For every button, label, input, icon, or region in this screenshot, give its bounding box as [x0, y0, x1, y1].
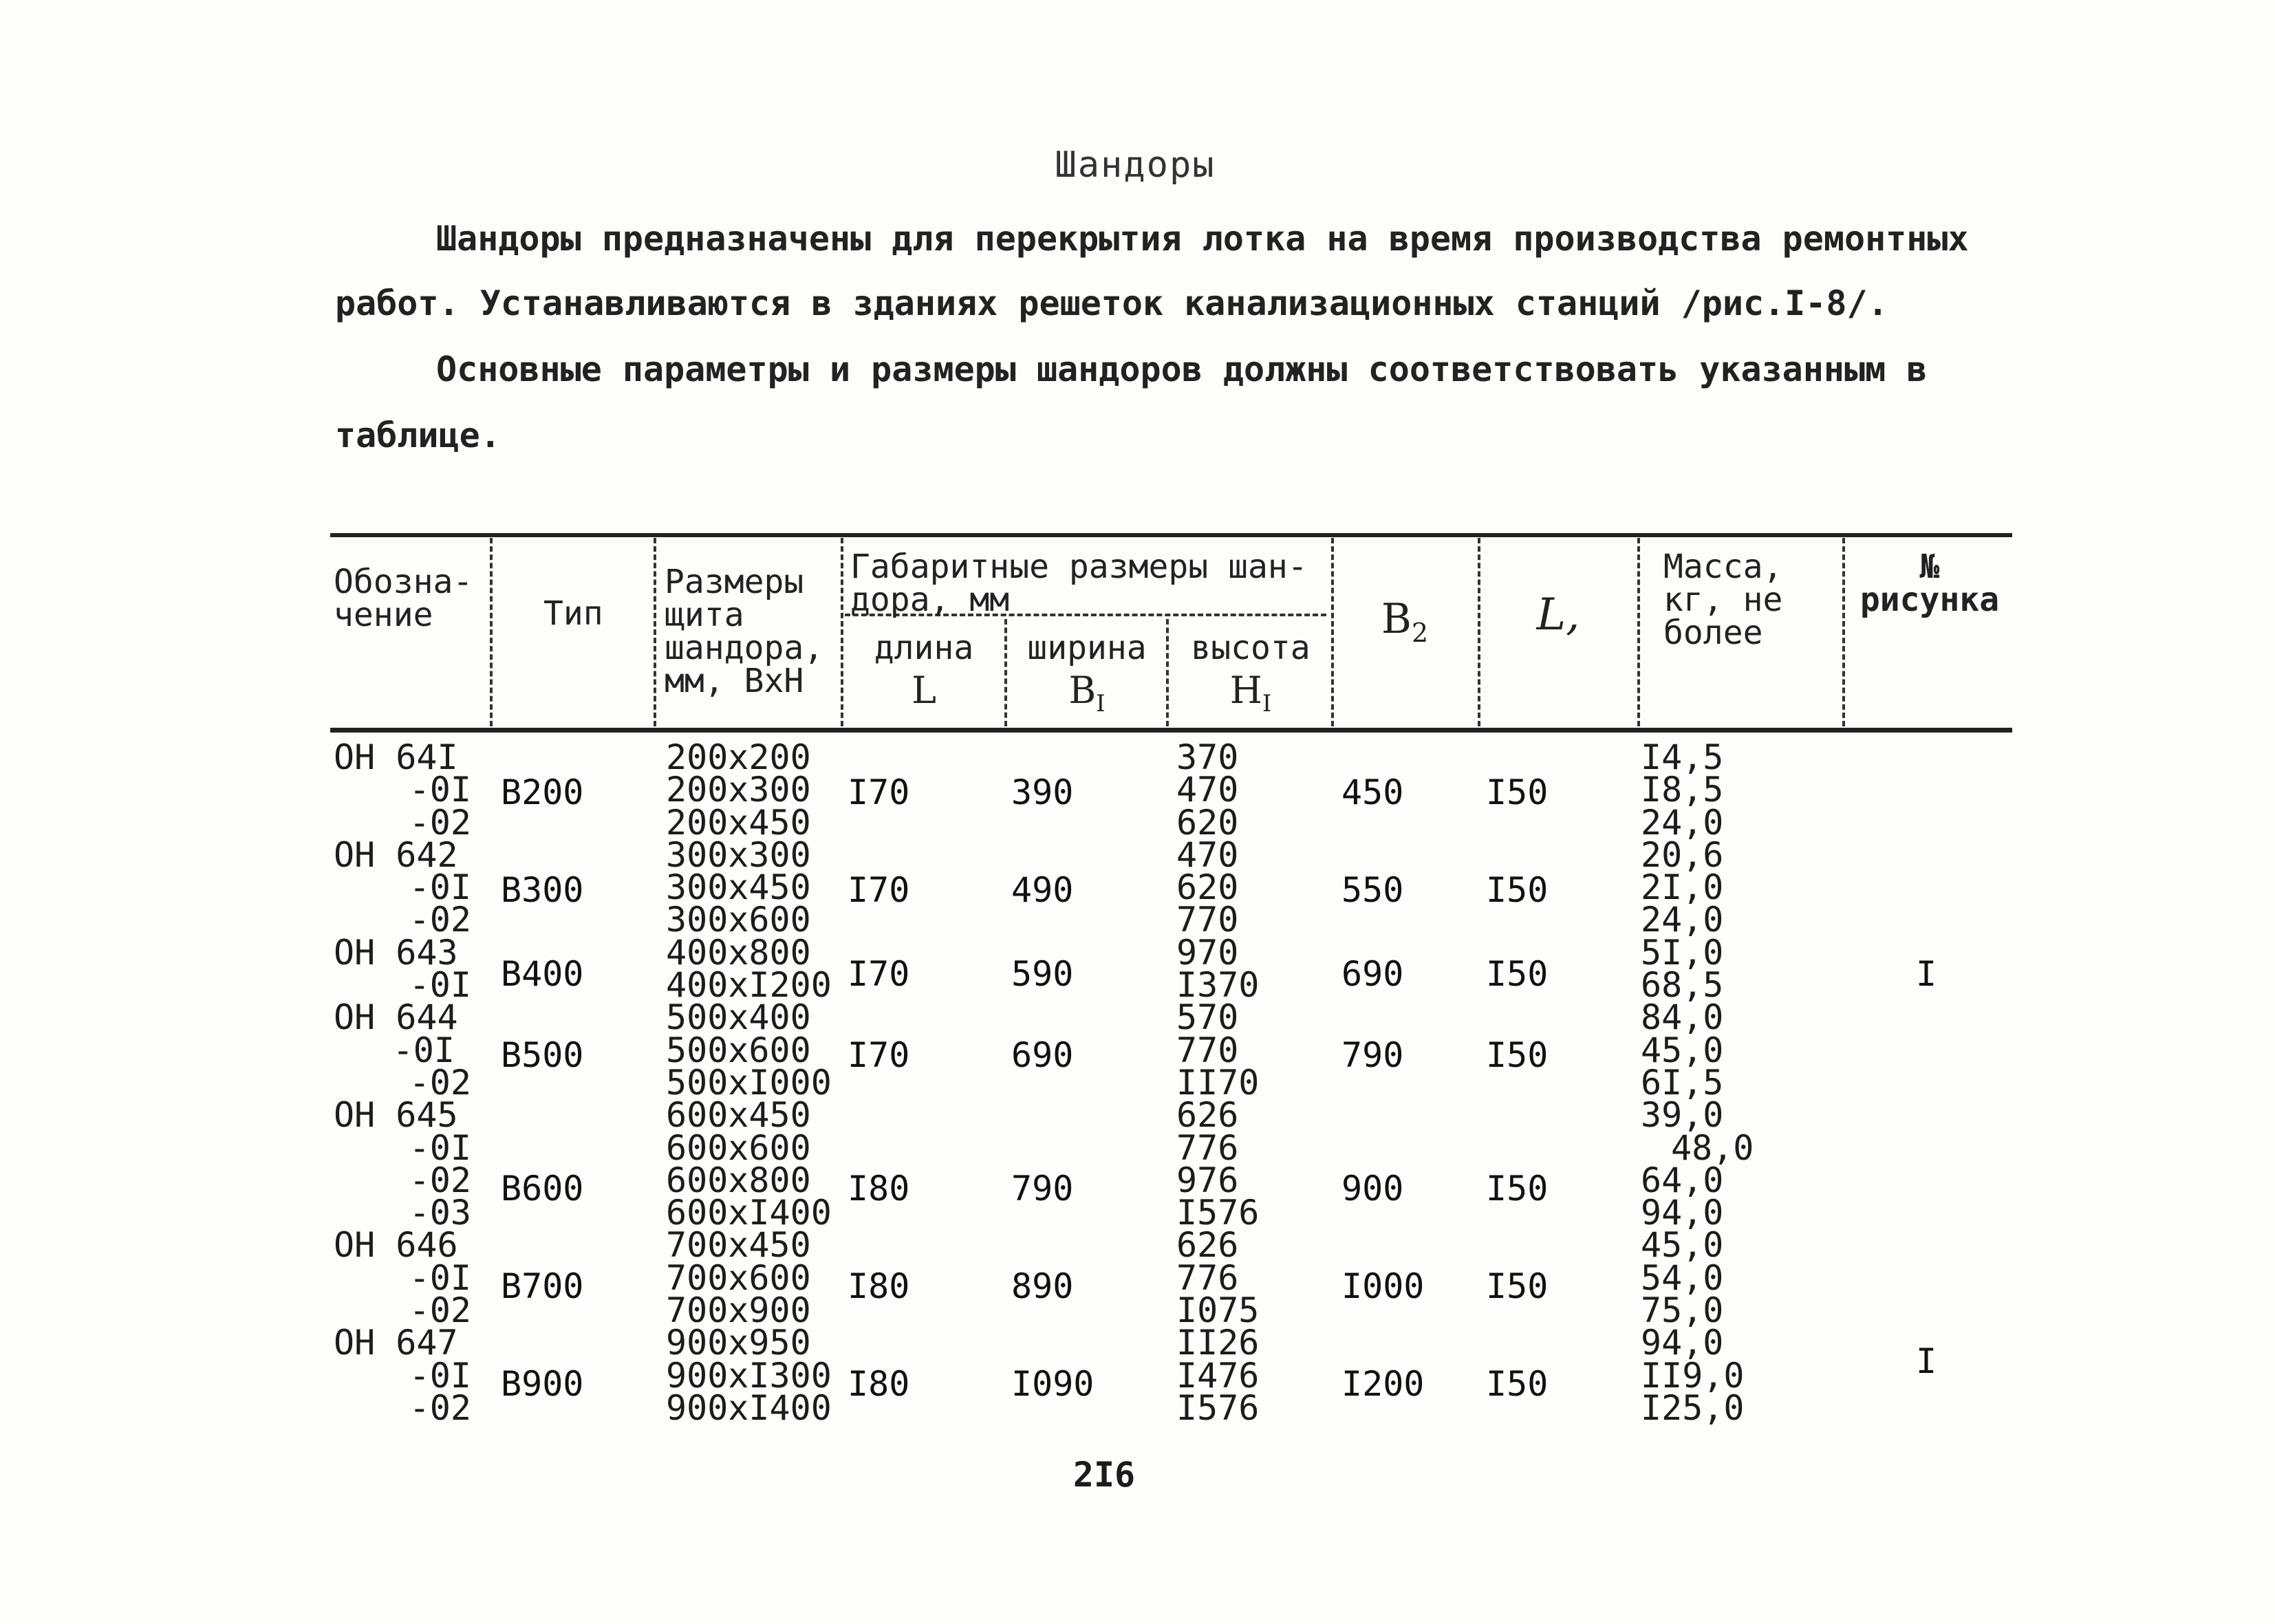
height-column — [1176, 737, 1260, 1428]
width-cell: 590 — [1011, 954, 1074, 994]
shield-cell: 200x450 — [666, 802, 811, 843]
designation-cell: -02 — [409, 802, 471, 843]
designation-cell: -0I — [392, 1030, 455, 1070]
mass-cell: II9,0 — [1641, 1355, 1745, 1396]
height-cell: I576 — [1176, 1193, 1260, 1233]
height-cell: 776 — [1176, 1127, 1239, 1168]
designation-cell: -02 — [409, 1387, 471, 1428]
designation-cell: -02 — [409, 900, 471, 940]
mass-cell: I8,5 — [1641, 770, 1724, 810]
shield-cell: 400x800 — [666, 932, 811, 973]
height-cell: 470 — [1176, 770, 1239, 810]
col-separator — [1478, 538, 1480, 726]
designation-cell: -0I — [409, 770, 471, 810]
figure-cell: I — [1915, 1341, 1937, 1381]
shield-column — [666, 737, 832, 1428]
table-header-rule — [330, 728, 2012, 733]
col-separator — [1004, 619, 1007, 726]
designation-cell: -0I — [409, 867, 471, 908]
mass-cell: 45,0 — [1641, 1225, 1724, 1266]
designation-cell: ОН 647 — [334, 1323, 458, 1363]
width-cell: I090 — [1011, 1364, 1095, 1404]
mass-cell: 84,0 — [1641, 997, 1724, 1038]
mass-cell: 75,0 — [1641, 1290, 1724, 1331]
type-cell: B600 — [501, 1169, 584, 1209]
mass-cell: I4,5 — [1641, 737, 1724, 777]
col-separator — [1166, 619, 1169, 726]
length-cell: I70 — [848, 954, 910, 994]
designation-cell: -0I — [409, 965, 471, 1006]
mass-cell: 68,5 — [1641, 965, 1724, 1006]
type-cell: B300 — [501, 870, 584, 910]
col-separator — [1842, 538, 1845, 726]
height-cell: 570 — [1176, 997, 1239, 1038]
shield-cell: 500xI000 — [666, 1062, 832, 1103]
figure-cell: I — [1915, 954, 1937, 994]
height-cell: II26 — [1176, 1323, 1260, 1363]
header-b2: $B_2$ — [1381, 595, 1429, 648]
shield-cell: 900xI400 — [666, 1387, 832, 1428]
mass-cell: 48,0 — [1671, 1127, 1754, 1168]
shield-cell: 900xI300 — [666, 1355, 832, 1396]
designation-cell: -0I — [409, 1355, 471, 1396]
designation-cell: -02 — [409, 1062, 471, 1103]
l1-cell: I50 — [1486, 1169, 1549, 1209]
width-cell: 790 — [1011, 1169, 1074, 1209]
height-cell: 626 — [1176, 1095, 1239, 1136]
mass-cell: I25,0 — [1641, 1387, 1745, 1428]
length-cell: I70 — [848, 772, 910, 812]
length-cell: I80 — [848, 1169, 910, 1209]
mass-cell: 2I,0 — [1641, 867, 1724, 908]
height-cell: II70 — [1176, 1062, 1260, 1103]
height-cell: 620 — [1176, 802, 1239, 843]
width-cell: 490 — [1011, 870, 1074, 910]
header-l1: L, — [1536, 589, 1580, 640]
height-cell: 776 — [1176, 1257, 1239, 1298]
header-width: ширина $B_I$ — [1027, 629, 1147, 717]
shield-cell: 700x600 — [666, 1257, 811, 1298]
l1-cell: I50 — [1486, 772, 1549, 812]
type-cell: B400 — [501, 954, 584, 994]
shield-cell: 300x600 — [666, 900, 811, 940]
l1-cell: I50 — [1486, 1266, 1549, 1306]
type-cell: B200 — [501, 772, 584, 812]
l1-cell: I50 — [1486, 954, 1549, 994]
page-number: 2I6 — [1072, 1455, 1136, 1495]
height-cell: 976 — [1176, 1160, 1239, 1200]
height-cell: 626 — [1176, 1225, 1239, 1266]
height-cell: I576 — [1176, 1387, 1260, 1428]
type-cell: B900 — [501, 1364, 584, 1404]
shield-cell: 500x400 — [666, 997, 811, 1038]
designation-cell: ОН 643 — [334, 932, 458, 973]
header-length: длина L — [874, 629, 974, 712]
b2-cell: 900 — [1341, 1169, 1404, 1209]
shield-cell: 600x450 — [666, 1095, 811, 1136]
shield-cell: 700x900 — [666, 1290, 811, 1331]
shield-cell: 500x600 — [666, 1030, 811, 1070]
shield-cell: 200x200 — [666, 737, 811, 777]
shield-cell: 300x300 — [666, 834, 811, 875]
mass-cell: 54,0 — [1641, 1257, 1724, 1298]
header-overall-dims: Габаритные размеры шан- дора, мм — [850, 548, 1308, 619]
designation-cell: -02 — [409, 1160, 471, 1200]
intro-line-3: Основные параметры и размеры шандоров должны соответствовать указанным в — [436, 349, 1928, 389]
height-cell: 970 — [1176, 932, 1239, 973]
height-cell: I075 — [1176, 1290, 1260, 1331]
length-cell: I80 — [848, 1266, 910, 1306]
shield-cell: 900x950 — [666, 1323, 811, 1363]
type-cell: B700 — [501, 1266, 584, 1306]
mass-cell: 5I,0 — [1641, 932, 1724, 973]
mass-cell: 6I,5 — [1641, 1062, 1724, 1103]
designation-cell: -0I — [409, 1257, 471, 1298]
b2-cell: 450 — [1341, 772, 1404, 812]
shield-cell: 700x450 — [666, 1225, 811, 1266]
designation-cell: ОН 642 — [334, 834, 458, 875]
header-designation: Обозна- чение — [334, 563, 473, 634]
shield-cell: 600xI400 — [666, 1193, 832, 1233]
mass-column — [1641, 737, 1754, 1428]
intro-line-4: таблице. — [335, 415, 501, 455]
header-type: Тип — [543, 594, 603, 633]
col-separator — [654, 538, 656, 726]
mass-cell: 24,0 — [1641, 802, 1724, 843]
b2-cell: 790 — [1341, 1035, 1404, 1075]
l1-cell: I50 — [1486, 1035, 1549, 1075]
col-separator — [1331, 538, 1334, 726]
height-cell: 770 — [1176, 900, 1239, 940]
col-separator — [841, 538, 843, 726]
type-cell: B500 — [501, 1035, 584, 1075]
width-cell: 890 — [1011, 1266, 1074, 1306]
col-separator — [490, 538, 493, 726]
l1-cell: I50 — [1486, 870, 1549, 910]
shield-cell: 600x800 — [666, 1160, 811, 1200]
designation-cell: ОН 644 — [334, 997, 458, 1038]
table-top-rule — [330, 533, 2012, 537]
intro-line-2: работ. Устанавливаются в зданиях решеток канализационных станций /рис.I-8/. — [335, 283, 1888, 323]
designation-cell: -03 — [409, 1193, 471, 1233]
l1-cell: I50 — [1486, 1364, 1549, 1404]
page-title: Шандоры — [1055, 144, 1216, 186]
designation-column — [334, 737, 471, 1428]
height-cell: 370 — [1176, 737, 1239, 777]
mass-cell: 45,0 — [1641, 1030, 1724, 1070]
b2-cell: I000 — [1341, 1266, 1425, 1306]
length-cell: I80 — [848, 1364, 910, 1404]
b2-cell: 690 — [1341, 954, 1404, 994]
designation-cell: ОН 64I — [334, 737, 458, 777]
designation-cell: ОН 645 — [334, 1095, 458, 1136]
height-cell: I476 — [1176, 1355, 1260, 1396]
mass-cell: 24,0 — [1641, 900, 1724, 940]
height-cell: I370 — [1176, 965, 1260, 1006]
designation-cell: -02 — [409, 1290, 471, 1331]
length-cell: I70 — [848, 1035, 910, 1075]
col-separator — [1637, 538, 1640, 726]
header-height: высота $H_I$ — [1191, 629, 1311, 717]
designation-cell: ОН 646 — [334, 1225, 458, 1266]
shield-cell: 200x300 — [666, 770, 811, 810]
height-cell: 620 — [1176, 867, 1239, 908]
header-figure: № рисунка — [1859, 548, 2000, 619]
width-cell: 690 — [1011, 1035, 1074, 1075]
shield-cell: 600x600 — [666, 1127, 811, 1168]
mass-cell: 94,0 — [1641, 1193, 1724, 1233]
header-shield-size: Размеры щита шандора, мм, ВхН — [665, 563, 824, 700]
mass-cell: 64,0 — [1641, 1160, 1724, 1200]
width-cell: 390 — [1011, 772, 1074, 812]
intro-line-1: Шандоры предназначены для перекрытия лотка на время производства ремонтных — [436, 219, 1969, 259]
mass-cell: 39,0 — [1641, 1095, 1724, 1136]
mass-cell: 94,0 — [1641, 1323, 1724, 1363]
shield-cell: 400xI200 — [666, 965, 832, 1006]
height-cell: 770 — [1176, 1030, 1239, 1070]
height-cell: 470 — [1176, 834, 1239, 875]
length-cell: I70 — [848, 870, 910, 910]
designation-cell: -0I — [409, 1127, 471, 1168]
b2-cell: 550 — [1341, 870, 1404, 910]
shield-cell: 300x450 — [666, 867, 811, 908]
b2-cell: I200 — [1341, 1364, 1425, 1404]
header-mass: Масса, кг, не более — [1663, 548, 1783, 652]
mass-cell: 20,6 — [1641, 834, 1724, 875]
